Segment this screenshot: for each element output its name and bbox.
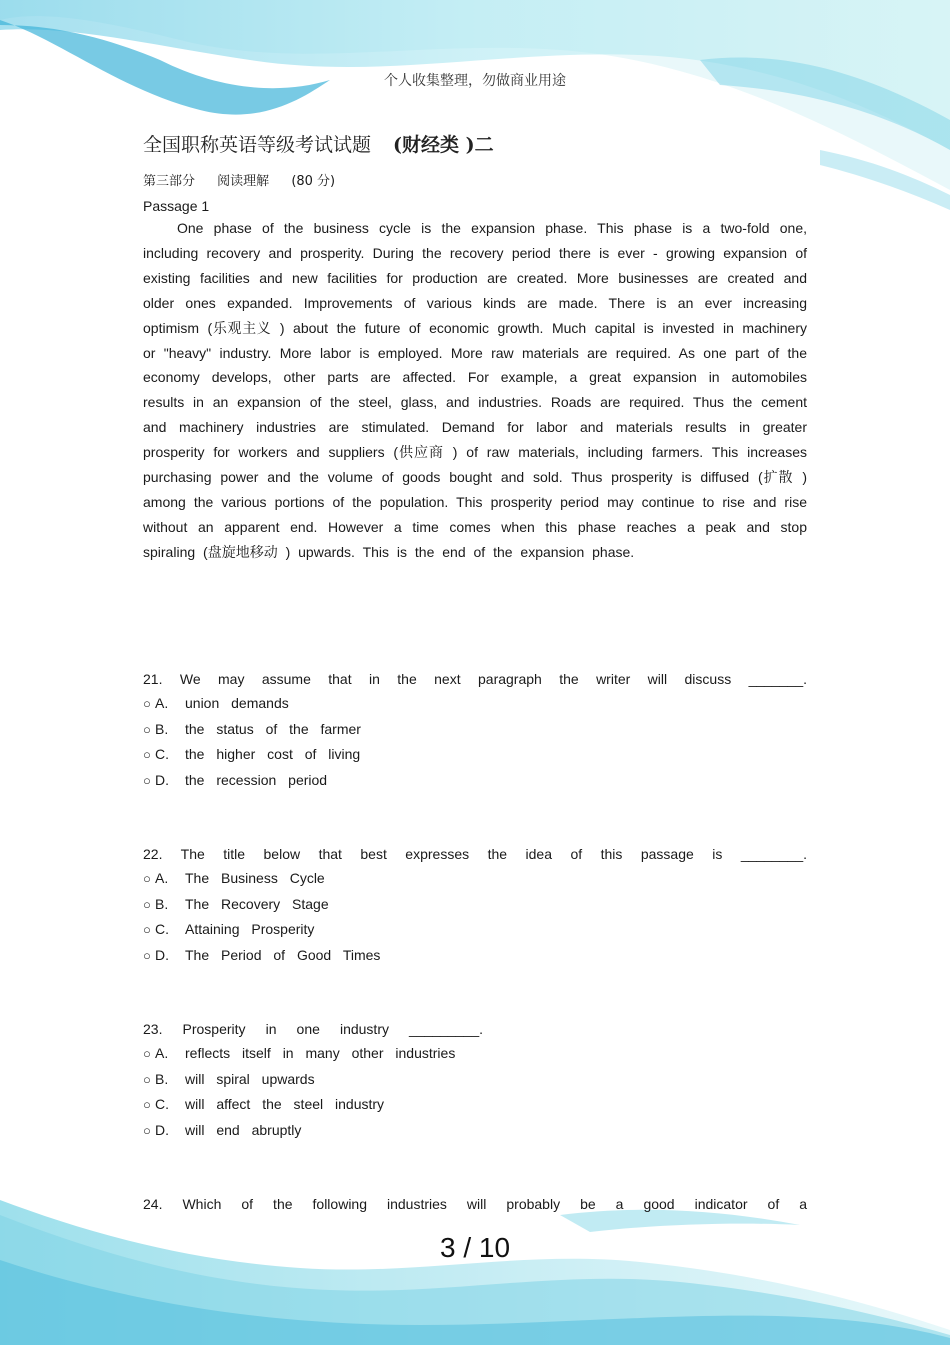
page-number: 3 / 10 (439, 1232, 511, 1263)
question-23 (143, 1017, 483, 1041)
radio-circle-icon[interactable]: ○ (143, 1046, 151, 1061)
title-category: (财经类 )二 (393, 134, 494, 156)
question-stem: 21. We may assume that in the next paragraph the writer will discuss _______. (143, 671, 807, 687)
title-main: 全国职称英语等级考试试题 (143, 134, 372, 156)
section-part: 第三部分 (143, 174, 196, 189)
section-heading (143, 170, 353, 189)
question-21 (143, 667, 807, 794)
question-stem: 23. Prosperity in one industry _________. (143, 1021, 483, 1037)
option-c[interactable]: ○ C. will affect the steel industry (143, 1092, 807, 1118)
option-d[interactable]: ○ D. will end abruptly (143, 1118, 807, 1144)
question-23-options (143, 1041, 807, 1144)
section-score: (80 分) (291, 174, 336, 189)
question-stem: 22. The title below that best expresses the idea of this passage is ________. (143, 846, 807, 862)
radio-circle-icon[interactable]: ○ (143, 1097, 151, 1113)
option-c[interactable]: ○ C. Attaining Prosperity (143, 917, 807, 943)
radio-circle-icon[interactable]: ○ (143, 773, 151, 789)
option-b[interactable]: ○ B. the status of the farmer (143, 717, 807, 743)
passage-text: One phase of the business cycle is the expansion phase. This phase is a two-fold one, including recovery and prosperity. During the recovery period there is ever - growing expansion of existing facilities and new facilities for production are created. More businesses are created and older ones expanded. Improvements of various kinds are made. There is an ever increasing optimism (乐观主义 ) about the future of economic growth. Much capital is invested in machinery or "heavy" industry. More labor is employed. More raw materials are required. As one part of the economy develops, other parts are affected. For example, a great expansion in automobiles results in an expansion of the steel, glass, and industries. Roads are required. Thus the cement and machinery industries are stimulated. Demand for labor and materials results in greater prosperity for workers and suppliers (供应商 ) of raw materials, including farmers. This increases purchasing power and the volume of goods bought and sold. Thus prosperity is diffused (扩散 ) among the various portions of the population. This prosperity period may continue to rise and rise without an apparent end. However a time comes when this phase reaches a peak and stop spiraling (盘旋地移动 ) upwards. This is the end of the expansion phase. (143, 220, 807, 560)
passage-body (143, 216, 807, 565)
option-a[interactable]: ○ A. union demands (143, 691, 807, 717)
passage-label: Passage 1 (143, 198, 210, 214)
option-d[interactable]: ○ D. The Period of Good Times (143, 943, 807, 969)
option-b[interactable]: ○ B. The Recovery Stage (143, 892, 807, 918)
option-a[interactable]: ○ A. The Business Cycle (143, 866, 807, 892)
question-22 (143, 842, 807, 969)
section-name: 阅读理解 (217, 174, 270, 189)
radio-circle-icon[interactable]: ○ (143, 871, 151, 886)
radio-circle-icon[interactable]: ○ (143, 721, 151, 737)
option-c[interactable]: ○ C. the higher cost of living (143, 742, 807, 768)
radio-circle-icon[interactable]: ○ (143, 896, 151, 912)
question-24 (143, 1192, 807, 1216)
watermark-text: 个人收集整理，勿做商业用途 (384, 73, 566, 89)
option-b[interactable]: ○ B. will spiral upwards (143, 1067, 807, 1093)
option-d[interactable]: ○ D. the recession period (143, 768, 807, 794)
radio-circle-icon[interactable]: ○ (143, 1123, 151, 1139)
option-a[interactable]: ○ A. reflects itself in many other industries (143, 1041, 807, 1067)
radio-circle-icon[interactable]: ○ (143, 696, 151, 711)
question-stem: 24. Which of the following industries will probably be a good indicator of a (143, 1196, 807, 1212)
radio-circle-icon[interactable]: ○ (143, 747, 151, 763)
radio-circle-icon[interactable]: ○ (143, 922, 151, 938)
document-title (143, 130, 494, 157)
radio-circle-icon[interactable]: ○ (143, 1071, 151, 1087)
radio-circle-icon[interactable]: ○ (143, 948, 151, 964)
